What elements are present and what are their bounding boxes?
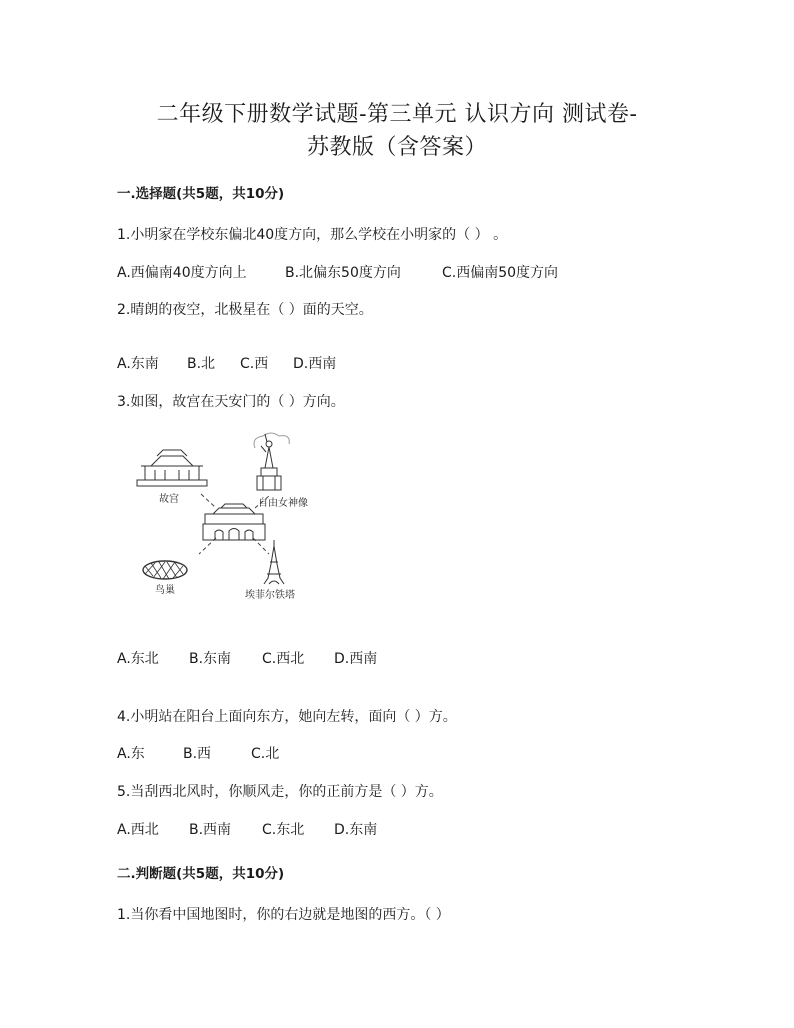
q4-option-a: A.东	[117, 746, 145, 762]
q2-option-c: C.西	[240, 356, 269, 372]
forbidden-city-icon	[137, 450, 207, 486]
tiananmen-icon	[203, 504, 265, 540]
q1-option-b: B.北偏东50度方向	[285, 265, 401, 281]
q3-option-c: C.西北	[262, 651, 305, 667]
birds-nest-icon	[143, 561, 187, 579]
question-2: 2.晴朗的夜空，北极星在（ ）面的天空。	[117, 302, 373, 318]
question-3: 3.如图，故宫在天安门的（ ）方向。	[117, 394, 345, 410]
question-5: 5.当刮西北风时，你顺风走，你的正前方是（ ）方。	[117, 784, 443, 800]
q5-option-c: C.东北	[262, 822, 305, 838]
q2-option-b: B.北	[187, 356, 216, 372]
question-1: 1.小明家在学校东偏北40度方向，那么学校在小明家的（ ） 。	[117, 227, 508, 243]
q3-option-d: D.西南	[334, 651, 378, 667]
section-heading-choice: 一.选择题(共5题，共10分)	[117, 186, 285, 202]
exam-title-line1: 二年级下册数学试题-第三单元 认识方向 测试卷-	[156, 102, 638, 127]
q3-option-b: B.东南	[189, 651, 232, 667]
direction-diagram	[133, 428, 333, 608]
tf-question-1: 1.当你看中国地图时，你的右边就是地图的西方。（ ）	[117, 907, 450, 923]
q2-option-d: D.西南	[293, 356, 337, 372]
section-heading-true-false: 二.判断题(共5题，共10分)	[117, 866, 285, 882]
statue-of-liberty-icon	[254, 433, 289, 490]
label-eiffel-tower: 埃菲尔铁塔	[245, 590, 295, 601]
q1-option-a: A.西偏南40度方向上	[117, 265, 247, 281]
question-1-options	[117, 262, 558, 282]
q3-option-a: A.东北	[117, 651, 159, 667]
q4-option-b: B.西	[183, 746, 212, 762]
label-birds-nest: 鸟巢	[155, 585, 175, 596]
q5-option-b: B.西南	[189, 822, 232, 838]
question-4: 4.小明站在阳台上面向东方，她向左转，面向（ ）方。	[117, 709, 457, 725]
question-4-options	[117, 743, 279, 763]
label-statue-of-liberty: 自由女神像	[258, 498, 308, 509]
q5-option-d: D.东南	[334, 822, 378, 838]
question-2-options	[117, 353, 336, 373]
q5-option-a: A.西北	[117, 822, 159, 838]
q1-option-c: C.西偏南50度方向	[442, 265, 559, 281]
q4-option-c: C.北	[251, 746, 280, 762]
question-5-options	[117, 819, 377, 839]
eiffel-tower-icon	[264, 540, 284, 584]
q2-option-a: A.东南	[117, 356, 159, 372]
label-forbidden-city: 故宫	[159, 494, 179, 505]
question-3-options	[117, 648, 377, 668]
exam-title-line2: 苏教版（含答案）	[306, 135, 487, 160]
